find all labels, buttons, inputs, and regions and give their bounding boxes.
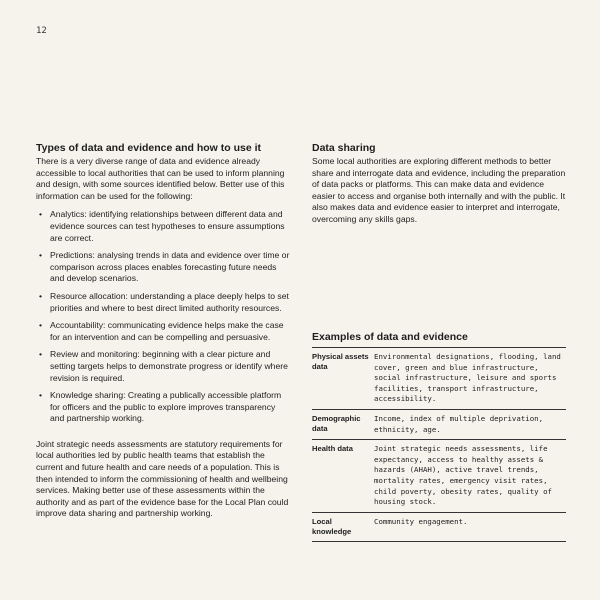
- row-value: Joint strategic needs assessments, life expectancy, access to healthy assets & hazards (AHAH), active travel trends, mortality rates, emergency visit rates, child poverty, obesity rates, quality of housing stock.: [374, 444, 552, 507]
- row-value: Environmental designations, flooding, land cover, green and blue infrastructure, social infrastructure, leisure and sports facilities, transport infrastructure, accessibility.: [374, 352, 561, 404]
- table-row: [312, 440, 566, 513]
- data-sharing-body: Some local authorities are exploring different methods to better share and interrogate data and evidence, including the preparation of data packs or platforms. This can make data and evidence easier to access and organise both internally and with the public. It also makes data and evidence easier to interpret and interrogate, overcoming any skills gaps.: [312, 156, 566, 224]
- list-item: • Knowledge sharing: Creating a publically accessible platform for officers and the public to explore improves transparency and partnership working.: [36, 390, 292, 425]
- types-of-data-intro: There is a very diverse range of data and evidence already accessible to local authorities that can be used to inform planning and design, with some sources identified below. Better use of this information can be used for the following:: [36, 156, 285, 201]
- types-of-data-section: [36, 141, 292, 520]
- row-label: Local knowledge: [312, 516, 352, 536]
- types-of-data-heading: Types of data and evidence and how to use it: [36, 142, 262, 154]
- uses-list: [36, 209, 292, 425]
- page-number: 12: [36, 26, 47, 36]
- list-item: • Analytics: identifying relationships between different data and evidence sources can test hypotheses to ensure assumptions are correct.: [36, 209, 292, 244]
- table-row: [312, 512, 566, 541]
- examples-table: [312, 347, 566, 542]
- table-row: [312, 348, 566, 410]
- row-value: Income, index of multiple deprivation, ethnicity, age.: [374, 413, 544, 434]
- list-item: • Predictions: analysing trends in data and evidence over time or comparison across places enables forecasting future needs and develop scenarios.: [36, 250, 292, 285]
- jsna-paragraph: Joint strategic needs assessments are statutory requirements for local authorities led by public health teams that establish the current and future health and care needs of a population. This is then intended to inform the commissioning of health and wellbeing services. Making better use of these assessments within the authority and as part of the evidence base for the Local Plan could improve data sharing and partnership working.: [36, 438, 289, 519]
- data-sharing-section: [312, 141, 566, 226]
- list-item: • Review and monitoring: beginning with a clear picture and setting targets helps to demonstrate progress or identify where revision is required.: [36, 349, 292, 384]
- row-value: Community engagement.: [374, 516, 468, 526]
- row-label: Physical assets data: [312, 352, 369, 371]
- row-label: Health data: [312, 444, 353, 454]
- row-label: Demographic data: [312, 413, 361, 433]
- examples-heading: Examples of data and evidence: [312, 331, 468, 343]
- list-item: • Accountability: communicating evidence helps make the case for an intervention and can be compelling and persuasive.: [36, 320, 292, 343]
- data-sharing-heading: Data sharing: [312, 142, 376, 154]
- table-row: [312, 409, 566, 439]
- list-item: • Resource allocation: understanding a place deeply helps to set priorities and where to best direct limited authority resources.: [36, 291, 292, 314]
